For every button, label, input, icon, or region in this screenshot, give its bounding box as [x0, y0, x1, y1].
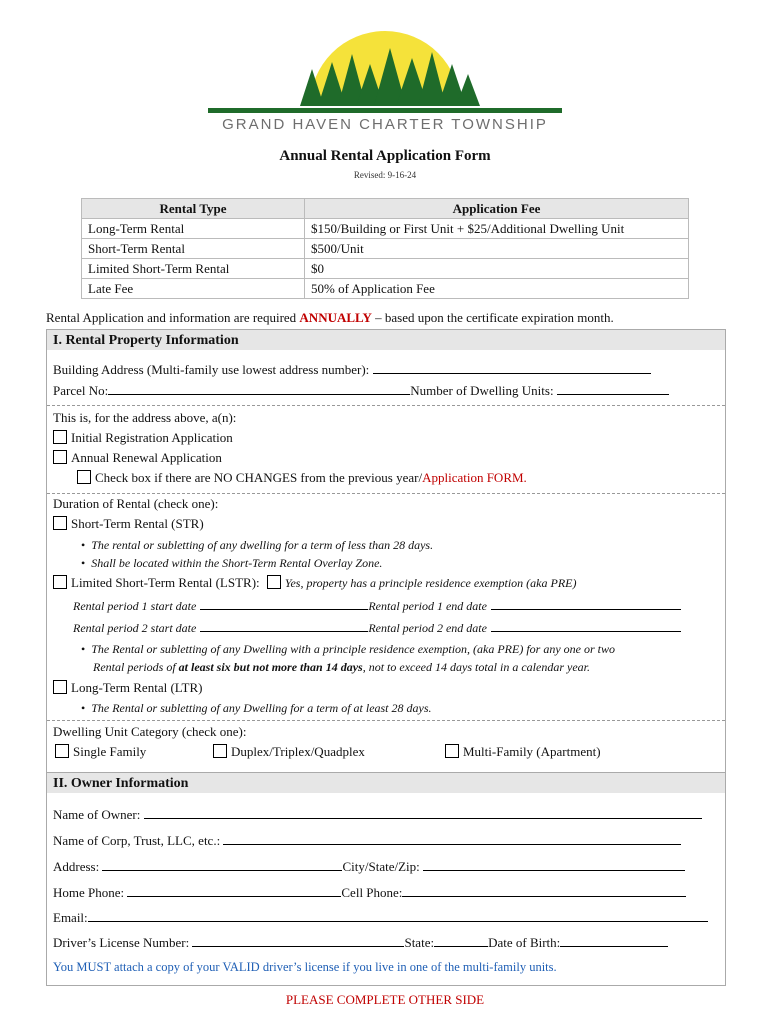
str-label: Short-Term Rental (STR): [71, 516, 204, 531]
period-1-end-label: Rental period 1 end date: [368, 599, 487, 613]
initial-registration-label: Initial Registration Application: [71, 430, 233, 445]
table-cell: $150/Building or First Unit + $25/Additional Dwelling Unit: [305, 219, 689, 239]
str-bullet-1: • The rental or subletting of any dwelling for a term of less than 28 days.: [81, 538, 433, 553]
lstr-option[interactable]: [53, 575, 577, 591]
single-family-label: Single Family: [73, 744, 147, 759]
period-2-start-field[interactable]: [200, 620, 368, 632]
period-1-start-field[interactable]: [200, 598, 368, 610]
lstr-cont-bold: at least six but not more than 14 days: [178, 660, 363, 674]
cell-phone-label: Cell Phone:: [341, 885, 403, 900]
str-bullet-2: • Shall be located within the Short-Term Rental Overlay Zone.: [81, 556, 382, 571]
fee-table-header: [82, 199, 689, 219]
notice-text-end: – based upon the certificate expiration month.: [371, 310, 614, 325]
building-address-row: [53, 362, 651, 378]
form-title: Annual Rental Application Form: [279, 148, 491, 164]
footer-note: PLEASE COMPLETE OTHER SIDE: [285, 992, 485, 1007]
checkbox[interactable]: [445, 744, 459, 758]
annual-notice: [46, 310, 726, 326]
license-label: Driver’s License Number:: [53, 935, 190, 950]
home-phone-label: Home Phone:: [53, 885, 125, 900]
owner-row: [53, 807, 702, 823]
email-row: [53, 910, 708, 926]
owner-label: Name of Owner:: [53, 807, 141, 822]
parcel-field[interactable]: [108, 383, 410, 395]
table-row: [82, 239, 689, 259]
this-is-label: This is, for the address above, a(n):: [53, 410, 237, 425]
state-label: State:: [404, 935, 435, 950]
address-label: Address:: [53, 859, 100, 874]
license-note: You MUST attach a copy of your VALID driver’s license if you live in one of the multi-family units.: [53, 960, 557, 974]
period-1-row: [73, 598, 681, 614]
table-cell: $0: [305, 259, 689, 279]
lstr-label: Limited Short-Term Rental (LSTR):: [71, 575, 260, 590]
revised-date: Revised: 9-16-24: [353, 170, 417, 180]
no-changes-label-red: Application FORM.: [422, 470, 527, 485]
checkbox[interactable]: [77, 470, 91, 484]
multi-family-option[interactable]: [445, 744, 601, 760]
table-row: [82, 259, 689, 279]
lstr-cont-text: Rental periods of: [93, 660, 179, 674]
pre-checkbox[interactable]: [267, 575, 281, 589]
lstr-bullet-1-cont: [93, 660, 590, 675]
lstr-bullet-1: • The Rental or subletting of any Dwelling with a principle residence exemption, (aka PRE) for any one or two: [81, 642, 615, 657]
notice-emphasis: ANNUALLY: [299, 310, 372, 325]
email-field[interactable]: [88, 910, 708, 922]
building-address-field[interactable]: [373, 362, 651, 374]
corp-field[interactable]: [223, 833, 681, 845]
city-label: City/State/Zip:: [342, 859, 420, 874]
duplex-option[interactable]: [213, 744, 365, 760]
license-row: [53, 935, 668, 951]
num-units-field[interactable]: [557, 383, 669, 395]
duplex-label: Duplex/Triplex/Quadplex: [231, 744, 365, 759]
building-address-label: Building Address (Multi-family use lowest address number):: [53, 362, 370, 377]
table-cell: $500/Unit: [305, 239, 689, 259]
email-label: Email:: [53, 910, 88, 925]
checkbox[interactable]: [53, 680, 67, 694]
state-field[interactable]: [434, 935, 488, 947]
divider: [47, 405, 725, 406]
ltr-bullet-1: • The Rental or subletting of any Dwelling for a term of at least 28 days.: [81, 701, 432, 716]
org-name: GRAND HAVEN CHARTER TOWNSHIP: [222, 116, 548, 133]
period-1-start-label: Rental period 1 start date: [73, 599, 197, 613]
header-application-fee: Application Fee: [305, 199, 689, 219]
period-2-end-label: Rental period 2 end date: [368, 621, 487, 635]
num-units-label: Number of Dwelling Units:: [410, 383, 554, 398]
section-heading: II. Owner Information: [47, 773, 725, 793]
notice-text: Rental Application and information are required: [46, 310, 300, 325]
checkbox[interactable]: [53, 430, 67, 444]
no-changes-option[interactable]: [77, 470, 527, 486]
checkbox[interactable]: [53, 450, 67, 464]
parcel-label: Parcel No:: [53, 383, 109, 398]
ltr-option[interactable]: [53, 680, 202, 696]
table-cell: Limited Short-Term Rental: [82, 259, 305, 279]
dob-label: Date of Birth:: [488, 935, 561, 950]
section-heading: I. Rental Property Information: [47, 330, 725, 350]
multi-family-label: Multi-Family (Apartment): [463, 744, 601, 759]
period-2-end-field[interactable]: [491, 620, 681, 632]
period-1-end-field[interactable]: [491, 598, 681, 610]
corp-row: [53, 833, 681, 849]
period-2-start-label: Rental period 2 start date: [73, 621, 197, 635]
dob-field[interactable]: [560, 935, 668, 947]
ltr-label: Long-Term Rental (LTR): [71, 680, 203, 695]
home-phone-field[interactable]: [127, 885, 341, 897]
checkbox[interactable]: [53, 516, 67, 530]
cell-phone-field[interactable]: [402, 885, 686, 897]
period-2-row: [73, 620, 681, 636]
annual-renewal-option[interactable]: [53, 450, 222, 466]
str-option[interactable]: [53, 516, 204, 532]
category-label: Dwelling Unit Category (check one):: [53, 724, 247, 739]
fee-table: [81, 198, 689, 299]
initial-registration-option[interactable]: [53, 430, 233, 446]
section-rental-property: [46, 329, 726, 773]
header-rental-type: Rental Type: [82, 199, 305, 219]
pre-label: Yes, property has a principle residence exemption (aka PRE): [284, 576, 577, 590]
parcel-row: [53, 383, 669, 399]
duration-label: Duration of Rental (check one):: [53, 496, 219, 511]
no-changes-label: Check box if there are NO CHANGES from the previous year/: [95, 470, 423, 485]
address-field[interactable]: [102, 859, 342, 871]
logo-ground-bar: [208, 108, 562, 113]
table-cell: Late Fee: [82, 279, 305, 299]
single-family-option[interactable]: [55, 744, 146, 760]
license-field[interactable]: [192, 935, 404, 947]
table-cell: Short-Term Rental: [82, 239, 305, 259]
checkbox[interactable]: [53, 575, 67, 589]
corp-label: Name of Corp, Trust, LLC, etc.:: [53, 833, 221, 848]
address-row: [53, 859, 685, 875]
table-row: [82, 279, 689, 299]
lstr-cont-text-end: , not to exceed 14 days total in a calendar year.: [362, 660, 590, 674]
phone-row: [53, 885, 686, 901]
divider: [47, 493, 725, 494]
city-field[interactable]: [423, 859, 685, 871]
annual-renewal-label: Annual Renewal Application: [71, 450, 222, 465]
divider: [47, 720, 725, 721]
table-cell: Long-Term Rental: [82, 219, 305, 239]
checkbox[interactable]: [55, 744, 69, 758]
section-owner-information: [46, 772, 726, 986]
owner-field[interactable]: [144, 807, 702, 819]
table-cell: 50% of Application Fee: [305, 279, 689, 299]
table-row: [82, 219, 689, 239]
checkbox[interactable]: [213, 744, 227, 758]
